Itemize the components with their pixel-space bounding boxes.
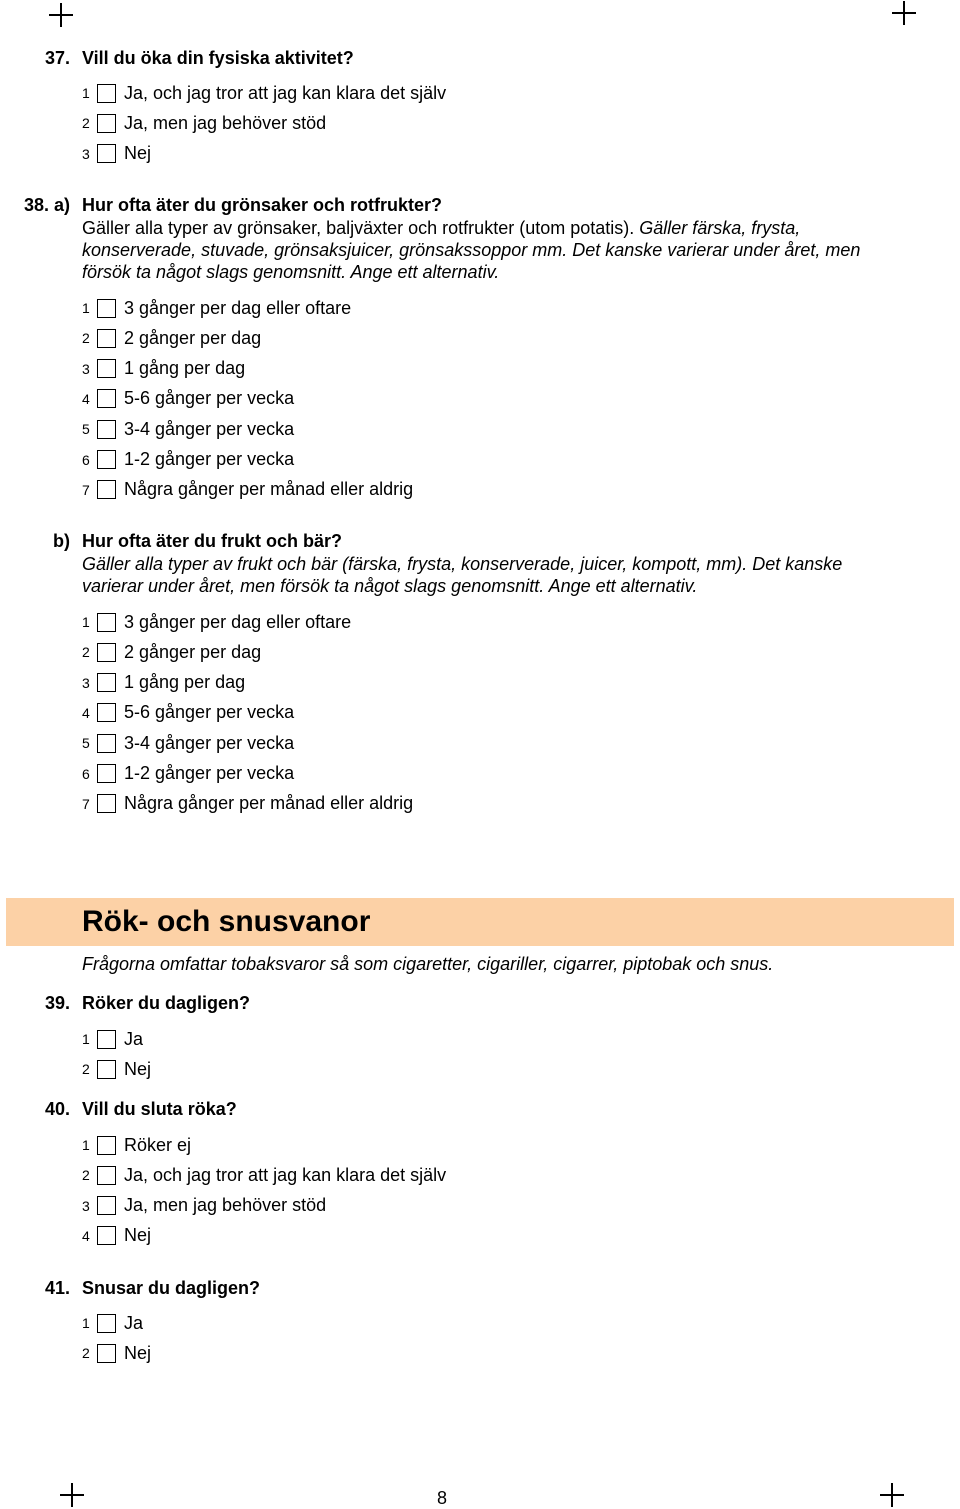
question-38b-note-line1: Gäller alla typer av frukt och bär (färska, frysta, konserverade, juicer, kompott, mm). Det kanske bbox=[82, 554, 843, 574]
option-label: 1-2 gånger per vecka bbox=[124, 763, 295, 783]
answer-checkbox[interactable] bbox=[97, 673, 116, 692]
answer-option[interactable] bbox=[82, 641, 261, 663]
answer-option[interactable] bbox=[82, 793, 413, 815]
option-label: 3-4 gånger per vecka bbox=[124, 732, 295, 753]
option-label: 3 gånger per dag eller oftare bbox=[124, 297, 352, 318]
page-number: 8 bbox=[437, 1488, 448, 1508]
option-code: 2 bbox=[82, 644, 90, 661]
option-code: 6 bbox=[82, 765, 90, 782]
answer-option[interactable] bbox=[82, 732, 294, 754]
option-code: 3 bbox=[82, 360, 90, 377]
option-label: Nej bbox=[124, 143, 152, 164]
answer-checkbox[interactable] bbox=[97, 703, 116, 722]
answer-checkbox[interactable] bbox=[97, 359, 116, 378]
option-code: 7 bbox=[82, 795, 90, 812]
answer-checkbox[interactable] bbox=[97, 329, 116, 348]
answer-checkbox[interactable] bbox=[97, 643, 116, 662]
question-41-title: 41. Snusar du dagligen? bbox=[44, 1278, 261, 1298]
option-label: 5-6 gånger per vecka bbox=[124, 702, 295, 723]
answer-option[interactable] bbox=[82, 672, 245, 694]
answer-checkbox[interactable] bbox=[97, 1314, 116, 1333]
registration-mark-top-left bbox=[49, 3, 73, 27]
answer-option[interactable] bbox=[82, 82, 446, 104]
question-39-title: 39. Röker du dagligen? bbox=[44, 993, 251, 1013]
answer-option[interactable] bbox=[82, 297, 351, 319]
answer-checkbox[interactable] bbox=[97, 84, 116, 103]
option-code: 2 bbox=[82, 1061, 90, 1078]
registration-mark-bottom-left bbox=[60, 1483, 84, 1507]
answer-checkbox[interactable] bbox=[97, 480, 116, 499]
option-code: 4 bbox=[82, 390, 90, 407]
option-label: Några gånger per månad eller aldrig bbox=[124, 479, 414, 500]
answer-checkbox[interactable] bbox=[97, 613, 116, 632]
answer-option[interactable] bbox=[82, 358, 245, 380]
option-label: Ja bbox=[124, 1028, 144, 1049]
answer-checkbox[interactable] bbox=[97, 450, 116, 469]
option-code: 7 bbox=[82, 481, 90, 498]
answer-option[interactable] bbox=[82, 449, 294, 471]
answer-checkbox[interactable] bbox=[97, 389, 116, 408]
option-code: 1 bbox=[82, 614, 90, 630]
answer-checkbox[interactable] bbox=[97, 1226, 116, 1245]
question-number: 39. bbox=[44, 993, 70, 1013]
answer-checkbox[interactable] bbox=[97, 1196, 116, 1215]
option-code: 1 bbox=[82, 1315, 90, 1331]
option-code: 3 bbox=[82, 145, 90, 162]
answer-option[interactable] bbox=[82, 702, 294, 724]
answer-option[interactable] bbox=[82, 1225, 151, 1247]
option-label: Ja, men jag behöver stöd bbox=[124, 112, 327, 133]
option-label: Nej bbox=[124, 1342, 152, 1363]
option-code: 2 bbox=[82, 115, 90, 132]
answer-checkbox[interactable] bbox=[97, 1060, 116, 1079]
question-number: 37. bbox=[44, 48, 70, 68]
question-38b-note-line2: varierar under året, men försök ta något slags genomsnitt. Ange ett alternativ. bbox=[82, 576, 698, 596]
answer-option[interactable] bbox=[82, 327, 261, 349]
answer-option[interactable] bbox=[82, 418, 294, 440]
option-code: 1 bbox=[82, 85, 90, 101]
answer-option[interactable] bbox=[82, 1342, 151, 1364]
question-38a-intro: Gäller alla typer av grönsaker, baljväxter och rotfrukter (utom potatis). Gäller färska, frysta, bbox=[82, 218, 801, 238]
question-number: b) bbox=[53, 531, 70, 551]
option-code: 4 bbox=[82, 1227, 90, 1244]
answer-checkbox[interactable] bbox=[97, 114, 116, 133]
answer-option[interactable] bbox=[82, 1134, 191, 1156]
option-label: 2 gånger per dag bbox=[124, 641, 262, 662]
answer-option[interactable] bbox=[82, 112, 326, 134]
option-code: 4 bbox=[82, 704, 90, 721]
option-label: 1 gång per dag bbox=[124, 672, 246, 693]
answer-option[interactable] bbox=[82, 143, 151, 165]
question-38a-note-line2: konserverade, stuvade, grönsaksjuicer, grönsakssoppor mm. Det kanske varierar under året, men bbox=[82, 240, 861, 260]
answer-checkbox[interactable] bbox=[97, 1030, 116, 1049]
question-38a-note-line3: försök ta något slags genomsnitt. Ange ett alternativ. bbox=[82, 262, 500, 282]
answer-option[interactable] bbox=[82, 611, 351, 633]
answer-option[interactable] bbox=[82, 1312, 143, 1334]
registration-mark-bottom-right bbox=[880, 1483, 904, 1507]
option-code: 1 bbox=[82, 300, 90, 316]
option-label: 5-6 gånger per vecka bbox=[124, 388, 295, 409]
option-code: 6 bbox=[82, 451, 90, 468]
question-37-title: 37. Vill du öka din fysiska aktivitet? bbox=[44, 48, 354, 68]
option-code: 1 bbox=[82, 1137, 90, 1153]
answer-option[interactable] bbox=[82, 1195, 326, 1217]
answer-checkbox[interactable] bbox=[97, 794, 116, 813]
question-number: 40. bbox=[44, 1099, 70, 1119]
option-code: 2 bbox=[82, 1167, 90, 1184]
option-label: 1 gång per dag bbox=[124, 358, 246, 379]
question-number: 38. a) bbox=[23, 195, 70, 215]
option-code: 3 bbox=[82, 1197, 90, 1214]
option-label: 3 gånger per dag eller oftare bbox=[124, 611, 352, 632]
option-code: 5 bbox=[82, 735, 90, 752]
question-number: 41. bbox=[44, 1278, 70, 1298]
answer-checkbox[interactable] bbox=[97, 299, 116, 318]
answer-option[interactable] bbox=[82, 763, 294, 785]
question-40-title: 40. Vill du sluta röka? bbox=[44, 1099, 237, 1119]
option-code: 2 bbox=[82, 330, 90, 347]
option-label: Nej bbox=[124, 1225, 152, 1246]
answer-option[interactable] bbox=[82, 479, 413, 501]
option-label: Ja bbox=[124, 1312, 144, 1333]
option-label: Några gånger per månad eller aldrig bbox=[124, 793, 414, 814]
option-code: 5 bbox=[82, 421, 90, 438]
answer-checkbox[interactable] bbox=[97, 764, 116, 783]
registration-mark-top-right bbox=[892, 1, 916, 25]
answer-checkbox[interactable] bbox=[97, 1344, 116, 1363]
option-code: 3 bbox=[82, 674, 90, 691]
answer-checkbox[interactable] bbox=[97, 1166, 116, 1185]
option-label: Nej bbox=[124, 1058, 152, 1079]
section-title: Rök- och snusvanor bbox=[82, 905, 371, 938]
answer-checkbox[interactable] bbox=[97, 1136, 116, 1155]
option-label: Röker ej bbox=[124, 1134, 192, 1155]
option-label: 3-4 gånger per vecka bbox=[124, 418, 295, 439]
answer-option[interactable] bbox=[82, 388, 294, 410]
option-code: 1 bbox=[82, 1031, 90, 1047]
answer-option[interactable] bbox=[82, 1058, 151, 1080]
option-label: Ja, men jag behöver stöd bbox=[124, 1195, 327, 1216]
section-intro: Frågorna omfattar tobaksvaror så som cigaretter, cigariller, cigarrer, piptobak och snus. bbox=[82, 954, 774, 974]
option-label: Ja, och jag tror att jag kan klara det själv bbox=[124, 1164, 447, 1185]
answer-checkbox[interactable] bbox=[97, 420, 116, 439]
option-label: Ja, och jag tror att jag kan klara det själv bbox=[124, 82, 447, 103]
question-38a-title: 38. a) Hur ofta äter du grönsaker och rotfrukter? bbox=[23, 195, 443, 215]
question-38b-title: b) Hur ofta äter du frukt och bär? bbox=[53, 531, 343, 551]
option-label: 1-2 gånger per vecka bbox=[124, 449, 295, 469]
answer-option[interactable] bbox=[82, 1164, 446, 1186]
answer-checkbox[interactable] bbox=[97, 734, 116, 753]
option-label: 2 gånger per dag bbox=[124, 327, 262, 348]
option-code: 2 bbox=[82, 1345, 90, 1362]
answer-option[interactable] bbox=[82, 1028, 143, 1050]
answer-checkbox[interactable] bbox=[97, 144, 116, 163]
